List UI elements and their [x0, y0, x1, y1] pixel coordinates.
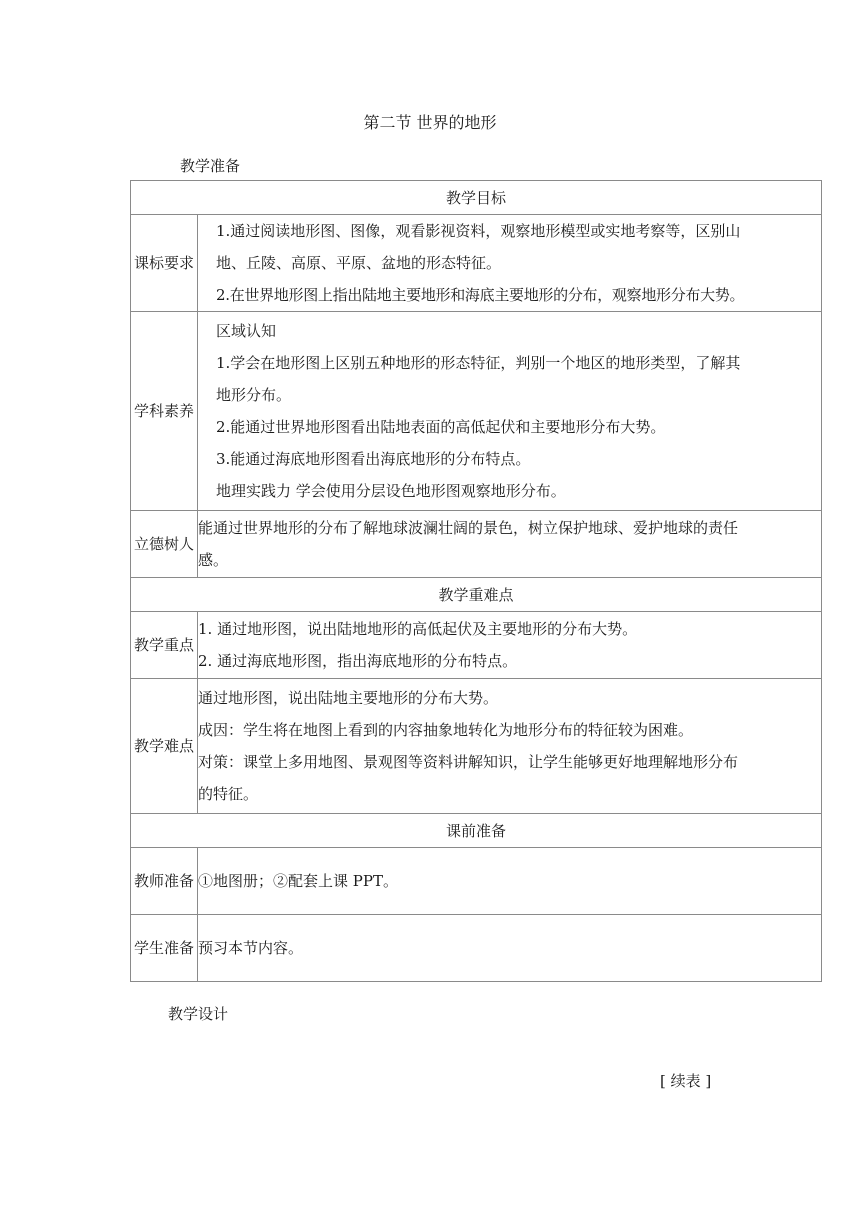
curriculum-line: 1.通过阅读地形图、图像，观看影视资料，观察地形模型或实地考察等，区别山: [216, 222, 741, 240]
moral-content: [198, 511, 822, 578]
moral-label: 立德树人: [131, 511, 198, 578]
literacy-line: 1.学会在地形图上区别五种地形的形态特征，判别一个地区的地形类型，了解其: [216, 354, 741, 372]
section-heading-preparation: 教学准备: [180, 157, 241, 175]
goals-header: 教学目标: [131, 181, 822, 215]
teacher-label: 教师准备: [131, 848, 198, 915]
moral-line: 感。: [198, 551, 229, 569]
literacy-label: 学科素养: [131, 312, 198, 511]
continued-label: [ 续表 ]: [660, 1072, 712, 1090]
moral-line: 能通过世界地形的分布了解地球波澜壮阔的景色，树立保护地球、爱护地球的责任: [198, 519, 739, 537]
literacy-line: 地理实践力 学会使用分层设色地形图观察地形分布。: [216, 482, 566, 500]
difficult-line: 通过地形图，说出陆地主要地形的分布大势。: [198, 689, 499, 707]
curriculum-content: [198, 215, 822, 312]
lesson-plan-table: [130, 180, 822, 982]
student-label: 学生准备: [131, 915, 198, 982]
teacher-content: ①地图册；②配套上课 PPT。: [198, 848, 822, 915]
difficult-line: 的特征。: [198, 785, 259, 803]
page-title: 第二节 世界的地形: [363, 113, 497, 132]
difficult-line: 对策：课堂上多用地图、景观图等资料讲解知识，让学生能够更好地理解地形分布: [198, 753, 739, 771]
prep-header: 课前准备: [131, 814, 822, 848]
literacy-content: [198, 312, 822, 511]
curriculum-label: 课标要求: [131, 215, 198, 312]
literacy-line: 地形分布。: [216, 386, 292, 404]
literacy-line: 3.能通过海底地形图看出海底地形的分布特点。: [216, 450, 531, 468]
keypoints-header: 教学重难点: [131, 578, 822, 612]
key-line: 2. 通过海底地形图，指出海底地形的分布特点。: [198, 652, 518, 670]
key-line: 1. 通过地形图，说出陆地地形的高低起伏及主要地形的分布大势。: [198, 620, 638, 638]
student-content: 预习本节内容。: [198, 915, 822, 982]
section-heading-design: 教学设计: [168, 1005, 229, 1023]
curriculum-line: 2.在世界地形图上指出陆地主要地形和海底主要地形的分布，观察地形分布大势。: [216, 286, 745, 304]
difficult-label: 教学难点: [131, 679, 198, 814]
key-content: [198, 612, 822, 679]
literacy-line: 2.能通过世界地形图看出陆地表面的高低起伏和主要地形分布大势。: [216, 418, 666, 436]
difficult-content: [198, 679, 822, 814]
curriculum-line: 地、丘陵、高原、平原、盆地的形态特征。: [216, 254, 502, 272]
key-label: 教学重点: [131, 612, 198, 679]
difficult-line: 成因：学生将在地图上看到的内容抽象地转化为地形分布的特征较为困难。: [198, 721, 694, 739]
literacy-line: 区域认知: [216, 322, 277, 340]
